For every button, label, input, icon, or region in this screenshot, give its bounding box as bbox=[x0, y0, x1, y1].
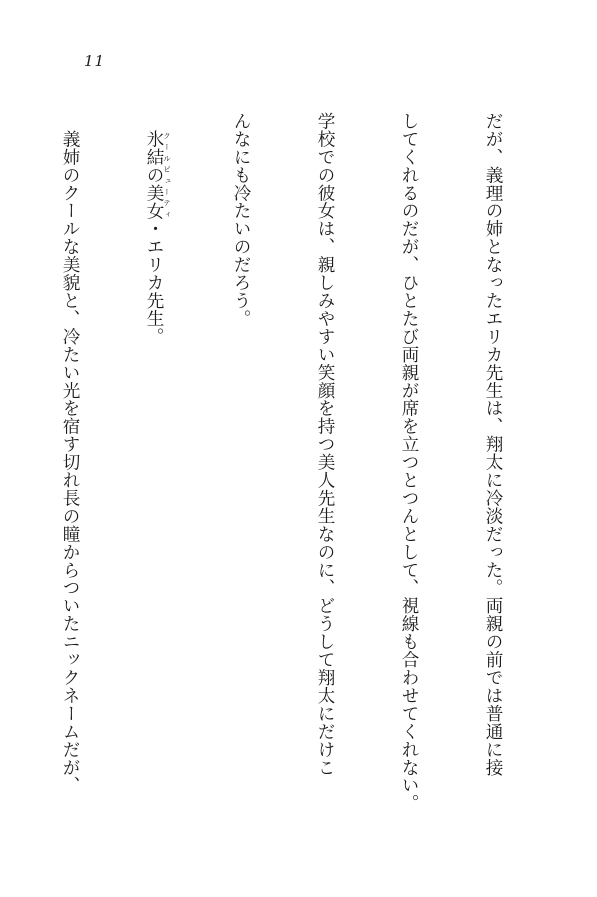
ruby-base: 氷結の美女 bbox=[144, 129, 164, 220]
text-line: してくれるのだが、ひとたび両親が席を立つとつんとして、視線も合わせてくれない。 bbox=[399, 112, 419, 813]
text-line-with-ruby: 氷結の美女クールビューティ・エリカ先生。 bbox=[144, 129, 172, 346]
text-line: 学校での彼女は、親しみやすい笑顔を持つ美人先生なのに、どうして翔太にだけこ bbox=[315, 112, 335, 777]
text-line: んなにも冷たいのだろう。 bbox=[231, 112, 251, 328]
ruby-annotation bbox=[144, 129, 172, 220]
text-line: だが、義理の姉となったエリカ先生は、翔太に冷淡だった。両親の前では普通に接 bbox=[483, 112, 503, 777]
text-line: 義姉のクールな美貌と、冷たい光を宿す切れ長の瞳からついたニックネームだが、 bbox=[60, 112, 80, 795]
page-number: 11 bbox=[84, 52, 106, 70]
ruby-reading: クールビューティ bbox=[162, 129, 172, 220]
vertical-text-body bbox=[0, 112, 563, 832]
